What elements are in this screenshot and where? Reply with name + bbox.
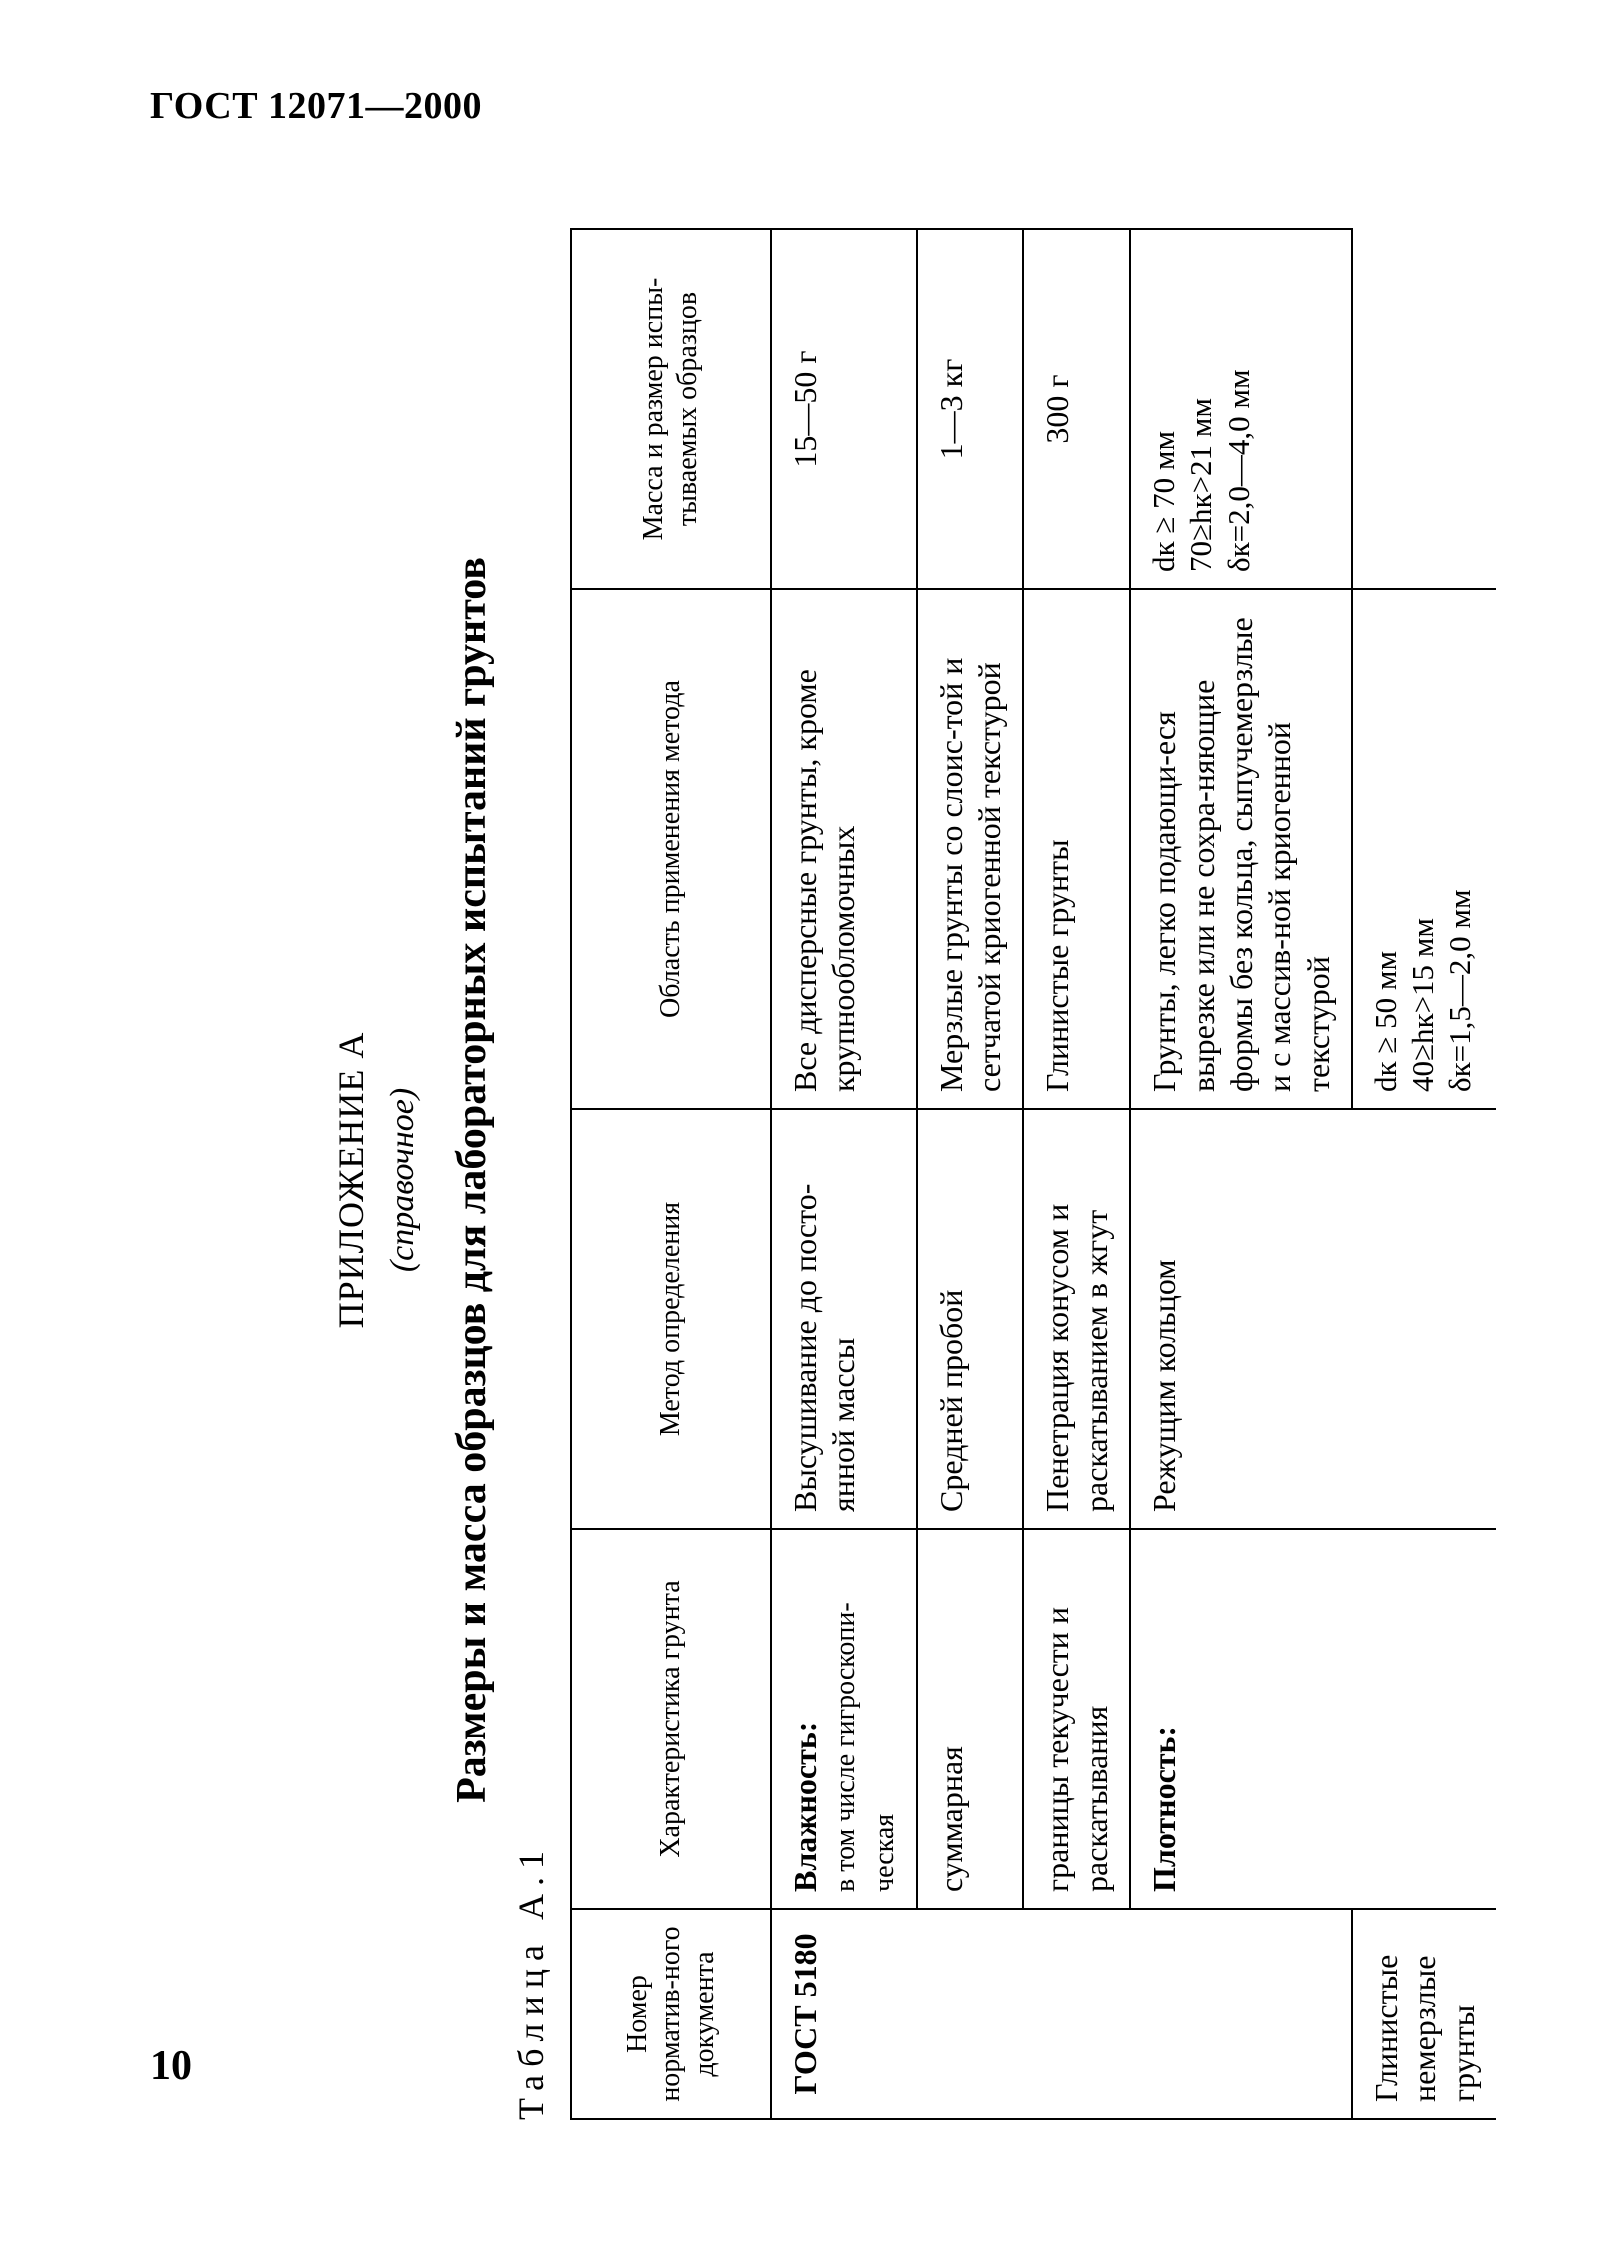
mass-line: 70≥hк>21 мм [1183,397,1219,572]
samples-table [570,228,1496,2120]
method-cell: Средней пробой [917,1109,1024,1529]
table-row [1130,229,1352,2119]
table-row [1023,229,1130,2119]
appendix-title: ПРИЛОЖЕНИЕ А [331,1031,371,1329]
table-row [917,229,1024,2119]
mass-cell [1130,229,1352,589]
method-cell: Режущим кольцом [1130,1109,1496,1529]
header-method: Метод определения [571,1109,771,1529]
characteristic-cell: суммарная [917,1529,1024,1909]
mass-line: dк ≥ 70 мм [1146,430,1182,572]
mass-cell: 15—50 г [771,229,917,589]
mass-cell: 1—3 кг [917,229,1024,589]
appendix-subtitle: (справочное) [384,1087,421,1273]
mass-cell: 300 г [1023,229,1130,589]
document-header: ГОСТ 12071—2000 [150,85,483,127]
table-label: Таблица А.1 [511,1843,551,2120]
method-cell: Пенетрация конусом и раскатыванием в жгут [1023,1109,1130,1529]
characteristic-bold: Влажность: [787,1721,823,1892]
scope-cell: Глинистые немерзлые грунты [1352,1909,1496,2119]
scope-cell: Все дисперсные грунты, кроме крупнообломочных [771,589,917,1109]
characteristic-cell: границы текучести и раскатывания [1023,1529,1130,1909]
mass-line: δк=2,0—4,0 мм [1220,369,1256,572]
header-mass-size: Масса и размер испы-тываемых образцов [571,229,771,589]
scope-cell: Мерзлые грунты со слоис-той и сетчатой криогенной текстурой [917,589,1024,1109]
mass-line: δк=1,5—2,0 мм [1442,889,1478,1092]
mass-line: dк ≥ 50 мм [1368,950,1404,1092]
page-number: 10 [150,2043,192,2089]
doc-number-cell: ГОСТ 5180 [771,1909,1352,2119]
table-title: Размеры и масса образцов для лабораторных испытаний грунтов [449,557,495,1803]
mass-cell [1352,589,1496,1109]
table-header-row [571,229,771,2119]
header-soil-characteristic: Характеристика грунта [571,1529,771,1909]
characteristic-text: в том числе гигроскопи-ческая [830,1602,900,1892]
scope-cell: Глинистые грунты [1023,589,1130,1109]
mass-line: 40≥hк>15 мм [1405,917,1441,1092]
method-cell: Высушивание до посто-янной массы [771,1109,917,1529]
table-row [771,229,917,2119]
characteristic-cell: Плотность: [1130,1529,1496,1909]
scope-cell: Грунты, легко подающи-еся вырезке или не сохра-няющие формы без кольца, сыпучемерзлые и с массив-ной криогенной текстурой [1130,589,1352,1109]
header-doc-number: Номер норматив-ного документа [571,1909,771,2119]
rotated-content [300,230,1520,2130]
characteristic-cell [771,1529,917,1909]
header-scope: Область применения метода [571,589,771,1109]
